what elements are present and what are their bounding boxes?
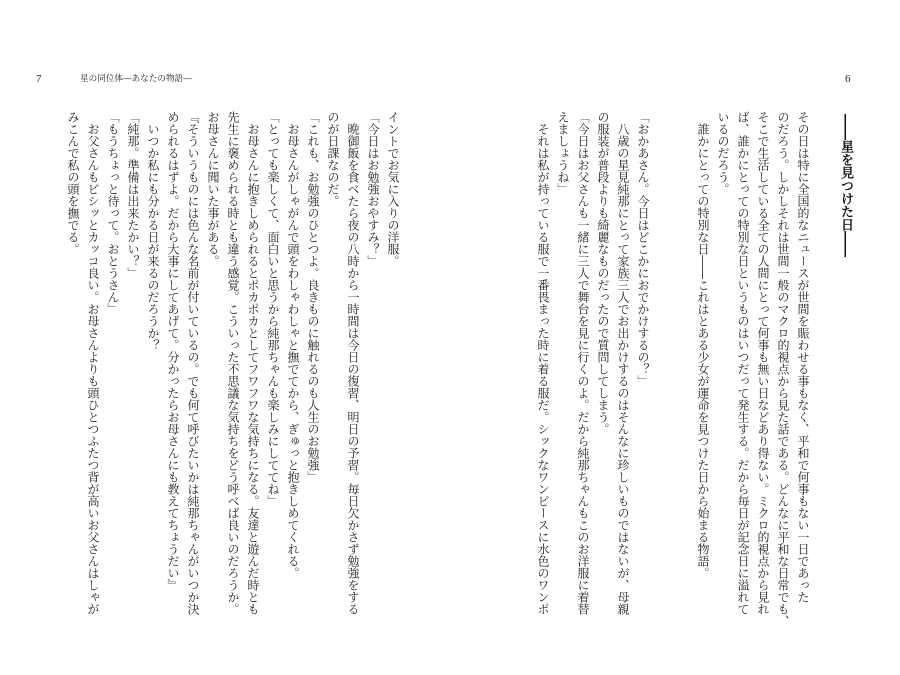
text-line: 晩御飯を食べたら夜の八時から一時間は今日の復習、明日の予習。毎日欠かさず勉強をする — [346, 111, 360, 615]
page-number: 7 — [36, 73, 42, 85]
text-line: の服装が普段よりも綺麗なものだったので質問してしまう。 — [596, 111, 610, 435]
text-line: お母さんに聞いた事がある。 — [206, 111, 220, 267]
text-line: 『そういうものには色んな名前が付いているの。でも何て呼びたいかは純那ちゃんがいつか決 — [186, 111, 200, 615]
text-line: お父さんもビシッとカッコ良い。お母さんよりも頭ひとつふたつ背が高いお父さんはしゃが — [86, 111, 100, 615]
chapter-title: ――星を見つけた日―― — [838, 114, 853, 257]
text-line: 「今日はお父さんも一緒に三人で舞台を見に行くのよ。だから純那ちゃんもこのお洋服に着替 — [576, 111, 590, 615]
text-line: 「純那。準備は出来たかい？」 — [126, 111, 140, 279]
section-break — [673, 111, 693, 617]
running-header: 星の同位体―あなたの物語― — [80, 74, 192, 84]
text-line: 先生に褒められる時とも違う感覚。こういった不思議な気持ちをどう呼べば良いのだろうか。 — [226, 111, 240, 615]
text-line: えましょうね」 — [556, 111, 570, 195]
text-line: 誰かにとっての特別な日――これはとある少女が運命を見つけた日から始まる物語。 — [696, 111, 710, 579]
text-line: のだろう。しかしそれは世間一般のマクロ的視点から見た話である。どんなに平和な日常でも、 — [776, 111, 790, 627]
text-line: 「今日はお勉強おやすみ？」 — [366, 111, 380, 267]
text-line: められるはずよ。だから大事にしてあげて。分かったらお母さんにも教えてちょうだい』 — [166, 111, 180, 591]
text-line: お母さんに抱きしめられるとポカポカとしてフワフワな気持ちになる。友達と遊んだ時とも — [246, 111, 260, 615]
text-line: イントでお気に入りの洋服。 — [386, 111, 400, 267]
text-line: ば、誰かにとっての特別な日というものはいつだって発生する。だから毎日が記念日に溢れて — [736, 111, 750, 615]
text-line: 「とっても楽しくて、面白いと思うから純那ちゃんも楽しみにしててね」 — [266, 111, 280, 507]
text-line: いるのだろう。 — [716, 111, 730, 195]
text-line: 「もうちょっと待って。おとうさん」 — [106, 111, 120, 315]
text-line: みこんで私の頭を撫でる。 — [66, 111, 80, 255]
text-line: 「おかあさん。今日はどこかにおでかけするの？」 — [636, 111, 650, 387]
text-line: それは私が持っている服で一番畏まった時に着る服だ。シックなワンピースに水色のワンポ — [536, 111, 550, 615]
text-line: お母さんがしゃがんで頭をわしゃわしゃと撫でてから、ぎゅっと抱きしめてくれる。 — [286, 111, 300, 579]
right-page-body-text — [533, 111, 813, 627]
text-line: そこで生活している全ての人間にとって何事も無い日などあり得ない。ミクロ的視点から見れ — [756, 111, 770, 615]
page-number: 6 — [845, 73, 851, 85]
section-break — [653, 111, 673, 617]
text-line: いつか私にも分かる日が来るのだろうか？ — [146, 111, 160, 351]
text-line: のが日課なのだ。 — [326, 111, 340, 207]
text-line: その日は特に全国的なニュースが世間を賑わせる事もなく、平和で何事もない一日であった — [796, 111, 810, 603]
text-line: 「これも、お勉強のひとつよ。良きものに触れるのも人生のお勉強」 — [306, 111, 320, 483]
left-page-body-text — [63, 111, 403, 617]
text-line: 八歳の星見純那にとって家族三人でお出かけするのはそんなに珍しいものではないが、母親 — [616, 111, 630, 615]
